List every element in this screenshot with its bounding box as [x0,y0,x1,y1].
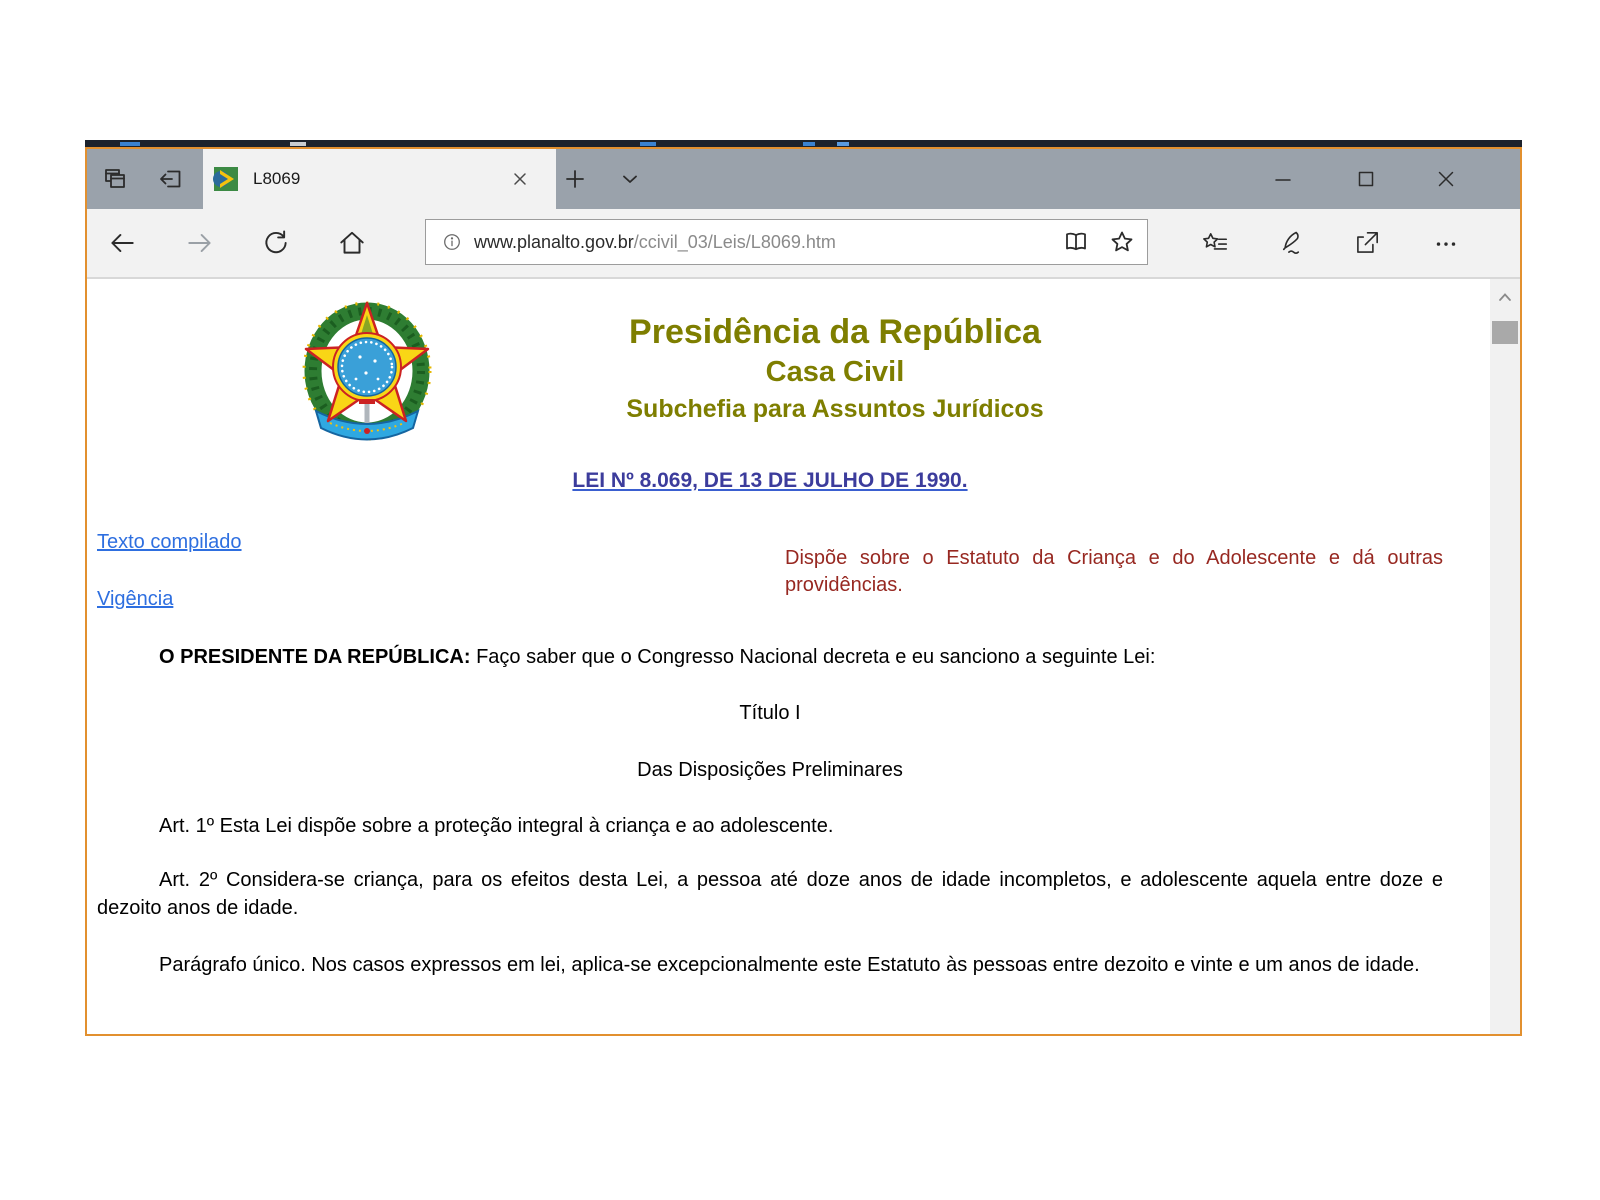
minimize-button[interactable] [1267,164,1299,194]
web-note-pen-icon[interactable] [1276,228,1306,258]
more-options-icon[interactable] [1431,228,1461,258]
address-bar[interactable] [425,219,1148,265]
tab-bar [87,149,1520,209]
article-2-paragraph: Art. 2º Considera-se criança, para os efeitos desta Lei, a pessoa até doze anos de idade incompletos, e adolescente aquela entre doze e dezoito anos de idade. [97,869,1443,919]
share-icon[interactable] [1352,228,1382,258]
forward-icon[interactable] [185,228,215,258]
preamble-paragraph [97,643,1443,671]
tab-list-chevron-icon[interactable] [615,164,645,194]
scrollbar-up-icon[interactable] [1490,285,1520,309]
brazil-coat-of-arms [300,295,435,453]
navigation-bar [87,209,1520,279]
gov-header-line1: Presidência da República [629,313,1041,351]
law-summary: Dispõe sobre o Estatuto da Criança e do Adolescente e dá outras providências. [785,547,1443,596]
vigencia-link[interactable]: Vigência [97,588,174,610]
hub-favorites-icon[interactable] [1200,228,1230,258]
new-tab-icon[interactable] [560,164,590,194]
gov-header-line3: Subchefia para Assuntos Jurídicos [626,395,1044,423]
gov-header-line2: Casa Civil [765,356,905,388]
background-window-sliver [85,140,1522,147]
add-favorite-star-icon[interactable] [1107,227,1137,257]
close-window-button[interactable] [1430,164,1462,194]
browser-window [85,140,1522,1036]
tab-title: L8069 [253,169,301,188]
vertical-scrollbar[interactable] [1490,279,1520,1034]
gov-header [435,311,1235,427]
home-icon[interactable] [337,228,367,258]
tab-l8069[interactable] [203,149,556,209]
preamble-rest: Faço saber que o Congresso Nacional decreta e eu sanciono a seguinte Lei: [470,646,1156,668]
reading-view-icon[interactable] [1061,227,1091,257]
refresh-icon[interactable] [261,228,291,258]
maximize-button[interactable] [1350,164,1382,194]
page-info-icon[interactable] [440,230,464,254]
url-path: /ccivil_03/Leis/L8069.htm [633,231,836,252]
set-tabs-aside-icon[interactable] [155,164,185,194]
law-title-link[interactable]: LEI Nº 8.069, DE 13 DE JULHO DE 1990. [572,469,968,492]
capitulo-heading: Das Disposições Preliminares [637,759,903,781]
preamble-bold: O PRESIDENTE DA REPÚBLICA: [159,646,471,668]
favicon-brazil-gov-icon [213,166,239,192]
scrollbar-thumb[interactable] [1492,321,1518,344]
paragrafo-unico-paragraph: Parágrafo único. Nos casos expressos em lei, aplica-se excepcionalmente este Estatuto às pessoas entre dezoito e vinte e um anos de idade. [159,954,1420,976]
url-text [474,232,1045,253]
article-1-paragraph: Art. 1º Esta Lei dispõe sobre a proteção integral à criança e ao adolescente. [159,815,834,837]
texto-compilado-link[interactable]: Texto compilado [97,531,242,553]
tab-close-icon[interactable] [510,169,530,189]
page-content [87,279,1520,1034]
tab-preview-icon[interactable] [99,164,129,194]
back-icon[interactable] [107,228,137,258]
titulo-heading: Título I [739,702,801,724]
url-host: www.planalto.gov.br [474,231,634,252]
